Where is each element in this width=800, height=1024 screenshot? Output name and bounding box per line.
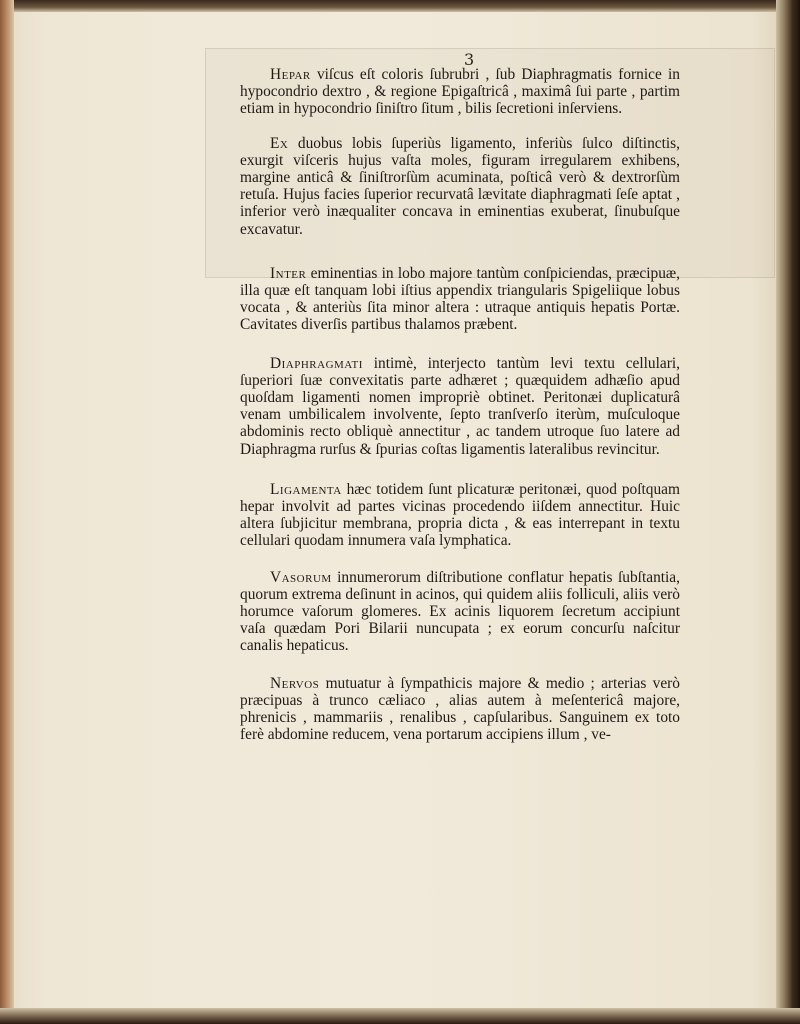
page-left-edge [0, 0, 14, 1024]
lead-word: Ex [270, 134, 289, 152]
paragraph-text: intimè, interjecto tantùm levi textu cellulari, ſuperiori ſuæ convexitatis parte adhæret ; quæquidem adhæſio apud quoſdam ligamenti nomen impropriè obtinet. Peritonæi duplicaturâ venam umbilicalem involvente, ſepto tranſverſo iterùm, muſculoque abdominis recto obliquè annectitur , ac tandem utroque ſuo latere ad Diaphragma rurſus & ſpurias coſtas ligamentis lateralibus revincitur. [240, 354, 680, 458]
paragraph-diaphragmati [240, 355, 680, 458]
paragraph-hepar [240, 66, 680, 118]
paragraph-text: hæc totidem ſunt plicaturæ peritonæi, quod poſtquam hepar involvit ad partes vicinas procedendo iiſdem annectitur. Huic altera ſubjicitur membrana, propria dicta , & eas interrepant in textu cellulari quodam innumera vaſa lymphatica. [240, 480, 680, 550]
lead-word: Nervos [270, 674, 320, 692]
paragraph-vasorum [240, 569, 680, 655]
paragraph-nervos [240, 675, 680, 744]
paragraph-eminentias [240, 265, 680, 334]
lead-word: Inter [270, 264, 307, 282]
paragraph-ligamenta [240, 481, 680, 550]
lead-word: Diaphragmati [270, 354, 363, 372]
paragraph-text: duobus lobis ſuperiùs ligamento, inferiùs ſulco diſtinctis, exurgit viſceris hujus vaſta moles, figuram irregularem exhibens, margine anticâ & ſiniſtrorſùm acuminata, poſticâ verò & dextrorſùm retuſa. Hujus facies ſuperior recurvatâ lævitate diaphragmati ſeſe aptat , inferior verò inæqualiter concava in eminentias exuberat, ſinubuſque excavatur. [240, 134, 680, 238]
paragraph-lobes [240, 135, 680, 238]
book-binding [776, 0, 800, 1024]
page-top-edge [0, 0, 800, 12]
paragraph-text: mutuatur à ſympathicis majore & medio ; arterias verò præcipuas à trunco cæliaco , alias autem à meſentericâ majore, phrenicis , mammariis , renalibus , capſularibus. Sanguinem ex toto ferè abdomine reducem, vena portarum accipiens illum , ve- [240, 674, 680, 744]
paragraph-text: viſcus eſt coloris ſubrubri , ſub Diaphragmatis fornice in hypocondrio dextro , & regione Epigaſtricâ , maximâ ſui parte , partim etiam in hypocondrio ſiniſtro ſitum , bilis ſecretioni inſerviens. [240, 66, 680, 118]
lead-word: Hepar [270, 66, 311, 83]
lead-word: Vasorum [270, 568, 332, 586]
lead-word: Ligamenta [270, 480, 342, 498]
page-number: 3 [464, 50, 475, 69]
paragraph-text: innumerorum diſtributione conflatur hepatis ſubſtantia, quorum extrema deſinunt in acinos, qui quidem aliis folliculi, aliis verò horumce vaſorum glomeres. Ex acinis liquorem ſecretum accipiunt vaſa quædam Pori Bilarii nuncupata ; ex eorum concurſu naſcitur canalis hepaticus. [240, 568, 680, 655]
body-text [240, 66, 680, 762]
paragraph-text: eminentias in lobo majore tantùm conſpiciendas, præcipuæ, illa quæ eſt tanquam lobi iſtius appendix triangularis Spigeliique lobus vocata , & anteriùs ſita minor altera : utraque antiquis hepatis Portæ. Cavitates diverſis partibus thalamos præbent. [240, 264, 680, 334]
page-bottom-edge [0, 1008, 800, 1024]
